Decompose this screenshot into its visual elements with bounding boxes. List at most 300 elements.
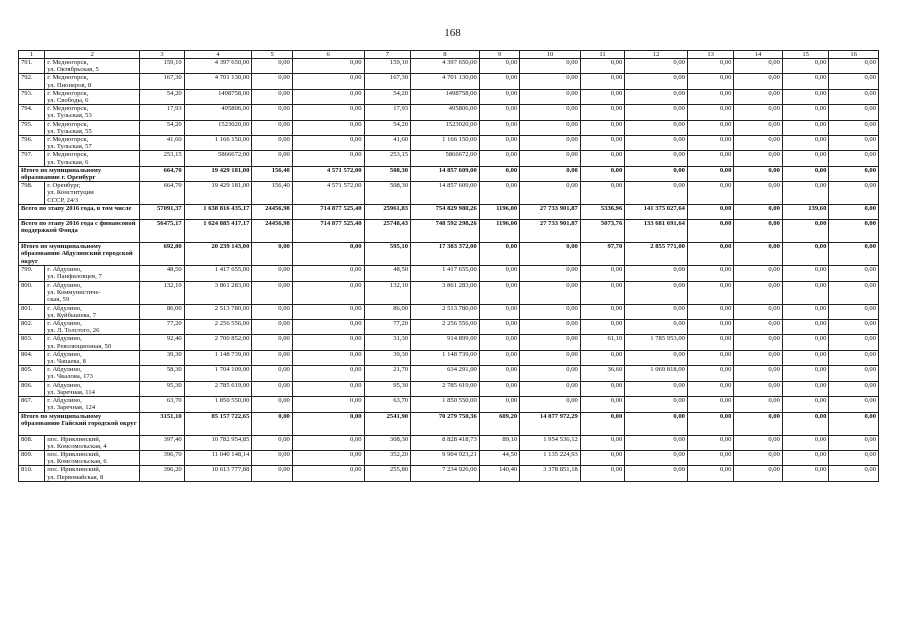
value-cell: 0,00: [292, 350, 364, 365]
value-cell: 0,00: [687, 412, 733, 435]
row-number-cell: 800.: [19, 281, 45, 304]
value-cell: 4 701 130,00: [411, 74, 480, 89]
value-cell: 0,00: [782, 412, 828, 435]
row-number-cell: 803.: [19, 335, 45, 350]
value-cell: 1 148 739,00: [411, 350, 480, 365]
value-cell: 495806,00: [411, 105, 480, 120]
value-cell: 0,00: [782, 397, 828, 412]
value-cell: 1 638 816 435,17: [184, 205, 252, 220]
value-cell: 0,00: [782, 74, 828, 89]
value-cell: 508,30: [364, 166, 410, 181]
column-number-cell: 2: [45, 51, 140, 59]
address-cell: г. Медногорск, ул. Тульская, 57: [45, 136, 140, 151]
table-row: [19, 120, 879, 135]
value-cell: 4 571 572,00: [292, 166, 364, 181]
value-cell: 0,00: [292, 366, 364, 381]
value-cell: 1196,00: [479, 205, 519, 220]
value-cell: 0,00: [782, 335, 828, 350]
column-number-cell: 5: [252, 51, 292, 59]
row-number-cell: 791.: [19, 59, 45, 74]
value-cell: 914 899,00: [411, 335, 480, 350]
value-cell: 0,00: [829, 397, 879, 412]
value-cell: 0,00: [829, 320, 879, 335]
value-cell: 0,00: [734, 74, 783, 89]
value-cell: 141 375 027,64: [625, 205, 688, 220]
table-row: [19, 366, 879, 381]
value-cell: 692,80: [140, 243, 184, 266]
value-cell: 0,00: [734, 304, 783, 319]
value-cell: 0,00: [829, 120, 879, 135]
value-cell: 0,00: [829, 450, 879, 465]
value-cell: 21,70: [364, 366, 410, 381]
value-cell: 1 704 109,00: [184, 366, 252, 381]
value-cell: 0,00: [734, 166, 783, 181]
value-cell: 0,00: [687, 281, 733, 304]
value-cell: 0,00: [292, 59, 364, 74]
row-number-cell: 793.: [19, 89, 45, 104]
value-cell: 0,00: [782, 105, 828, 120]
row-number-cell: 798.: [19, 182, 45, 205]
value-cell: 0,00: [734, 320, 783, 335]
value-cell: 0,00: [829, 136, 879, 151]
table-row: [19, 320, 879, 335]
value-cell: 0,00: [782, 59, 828, 74]
value-cell: 0,00: [580, 89, 624, 104]
value-cell: 17,93: [140, 105, 184, 120]
column-number-cell: 3: [140, 51, 184, 59]
value-cell: 0,00: [782, 243, 828, 266]
value-cell: 0,00: [625, 266, 688, 281]
address-cell: г. Медногорск, ул. Свободы, 6: [45, 89, 140, 104]
table-row: [19, 182, 879, 205]
value-cell: 0,00: [479, 166, 519, 181]
value-cell: 39,30: [140, 350, 184, 365]
value-cell: 0,00: [479, 120, 519, 135]
value-cell: 352,20: [364, 450, 410, 465]
value-cell: 0,00: [625, 304, 688, 319]
total-row: [19, 205, 879, 220]
value-cell: 70 279 750,36: [411, 412, 480, 435]
value-cell: 1 148 739,00: [184, 350, 252, 365]
value-cell: 0,00: [782, 136, 828, 151]
value-cell: 0,00: [829, 105, 879, 120]
value-cell: 0,00: [479, 350, 519, 365]
value-cell: 0,00: [687, 397, 733, 412]
value-cell: 41,60: [140, 136, 184, 151]
value-cell: 0,00: [625, 166, 688, 181]
value-cell: 0,00: [782, 366, 828, 381]
value-cell: 0,00: [292, 466, 364, 481]
table-row: [19, 466, 879, 481]
value-cell: 0,00: [252, 74, 292, 89]
value-cell: 41,60: [364, 136, 410, 151]
value-cell: 159,10: [140, 59, 184, 74]
value-cell: 0,00: [687, 335, 733, 350]
value-cell: 156,40: [252, 166, 292, 181]
value-cell: 95,30: [140, 381, 184, 396]
column-number-cell: 6: [292, 51, 364, 59]
value-cell: 0,00: [687, 151, 733, 166]
value-cell: 1 166 150,00: [411, 136, 480, 151]
value-cell: 1 850 550,00: [184, 397, 252, 412]
value-cell: 0,00: [625, 59, 688, 74]
value-cell: 3 861 283,00: [411, 281, 480, 304]
value-cell: 0,00: [252, 120, 292, 135]
value-cell: 25961,83: [364, 205, 410, 220]
column-number-cell: 7: [364, 51, 410, 59]
value-cell: 0,00: [829, 466, 879, 481]
value-cell: 0,00: [625, 397, 688, 412]
value-cell: 0,00: [687, 450, 733, 465]
row-number-cell: 804.: [19, 350, 45, 365]
value-cell: 0,00: [782, 89, 828, 104]
value-cell: 0,00: [782, 151, 828, 166]
value-cell: 0,00: [479, 59, 519, 74]
value-cell: 4 701 130,00: [184, 74, 252, 89]
value-cell: 0,00: [520, 166, 581, 181]
value-cell: 0,00: [625, 120, 688, 135]
value-cell: 0,00: [687, 435, 733, 450]
column-number-cell: 16: [829, 51, 879, 59]
address-cell: пос. Ириклинский, ул. Первомайская, 8: [45, 466, 140, 481]
address-cell: пос. Ириклинский, ул. Комсомольская, 4: [45, 435, 140, 450]
value-cell: 0,00: [782, 304, 828, 319]
value-cell: 0,00: [479, 320, 519, 335]
value-cell: 0,00: [734, 366, 783, 381]
value-cell: 0,00: [252, 435, 292, 450]
value-cell: 0,00: [625, 105, 688, 120]
row-number-cell: 797.: [19, 151, 45, 166]
column-number-cell: 14: [734, 51, 783, 59]
value-cell: 609,20: [479, 412, 519, 435]
value-cell: 0,00: [292, 120, 364, 135]
value-cell: 0,00: [520, 74, 581, 89]
value-cell: 0,00: [580, 281, 624, 304]
value-cell: 0,00: [520, 243, 581, 266]
row-number-cell: 794.: [19, 105, 45, 120]
value-cell: 253,15: [364, 151, 410, 166]
value-cell: 0,00: [292, 450, 364, 465]
value-cell: 0,00: [292, 335, 364, 350]
value-cell: 159,10: [364, 59, 410, 74]
value-cell: 7 234 926,00: [411, 466, 480, 481]
value-cell: 0,00: [520, 182, 581, 205]
value-cell: 5866672,00: [184, 151, 252, 166]
value-cell: 0,00: [580, 74, 624, 89]
value-cell: 0,00: [829, 59, 879, 74]
row-number-cell: 806.: [19, 381, 45, 396]
value-cell: 0,00: [625, 412, 688, 435]
value-cell: 0,00: [687, 220, 733, 243]
value-cell: 0,00: [734, 281, 783, 304]
value-cell: 11 040 148,14: [184, 450, 252, 465]
value-cell: 39,30: [364, 350, 410, 365]
value-cell: 0,00: [687, 320, 733, 335]
value-cell: 0,00: [734, 397, 783, 412]
table-row: [19, 381, 879, 396]
row-number-cell: 795.: [19, 120, 45, 135]
value-cell: 0,00: [580, 59, 624, 74]
value-cell: 0,00: [520, 335, 581, 350]
value-cell: 0,00: [782, 281, 828, 304]
value-cell: 0,00: [829, 89, 879, 104]
value-cell: 14 857 609,00: [411, 166, 480, 181]
value-cell: 0,00: [479, 74, 519, 89]
value-cell: 0,00: [580, 412, 624, 435]
value-cell: 0,00: [292, 266, 364, 281]
value-cell: 0,00: [479, 381, 519, 396]
column-number-cell: 8: [411, 51, 480, 59]
address-cell: г. Абдулино, ул. Заречная, 114: [45, 381, 140, 396]
value-cell: 0,00: [580, 397, 624, 412]
value-cell: 0,00: [687, 120, 733, 135]
value-cell: 1 166 150,00: [184, 136, 252, 151]
value-cell: 0,00: [687, 166, 733, 181]
value-cell: 0,00: [520, 151, 581, 166]
value-cell: 20 239 143,00: [184, 243, 252, 266]
value-cell: 54,20: [364, 120, 410, 135]
value-cell: 0,00: [687, 182, 733, 205]
address-cell: г. Медногорск, ул. Тульская, 53: [45, 105, 140, 120]
value-cell: 2 256 556,00: [411, 320, 480, 335]
value-cell: 0,00: [520, 320, 581, 335]
value-cell: 4 397 650,00: [411, 59, 480, 74]
value-cell: 0,00: [829, 366, 879, 381]
value-cell: 0,00: [829, 435, 879, 450]
total-label-cell: Всего по этапу 2016 года, в том числе: [19, 205, 140, 220]
value-cell: 0,00: [782, 350, 828, 365]
value-cell: 0,00: [292, 320, 364, 335]
value-cell: 0,00: [292, 412, 364, 435]
value-cell: 36,60: [580, 366, 624, 381]
total-row: [19, 220, 879, 243]
value-cell: 664,70: [140, 166, 184, 181]
value-cell: 0,00: [252, 266, 292, 281]
address-cell: г. Медногорск, ул. Пионеров, 8: [45, 74, 140, 89]
value-cell: 1 624 885 417,17: [184, 220, 252, 243]
value-cell: 0,00: [687, 205, 733, 220]
total-label-cell: Итого по муниципальному образованию Абдулинский городской округ: [19, 243, 140, 266]
value-cell: 56475,17: [140, 220, 184, 243]
value-cell: 0,00: [625, 151, 688, 166]
value-cell: 0,00: [292, 397, 364, 412]
value-cell: 86,00: [364, 304, 410, 319]
table-row: [19, 450, 879, 465]
value-cell: 63,70: [140, 397, 184, 412]
value-cell: 0,00: [829, 281, 879, 304]
value-cell: 0,00: [734, 89, 783, 104]
value-cell: 27 733 901,87: [520, 205, 581, 220]
value-cell: 634 291,00: [411, 366, 480, 381]
value-cell: 495806,00: [184, 105, 252, 120]
column-number-cell: 4: [184, 51, 252, 59]
value-cell: 0,00: [734, 151, 783, 166]
value-cell: 2 513 780,00: [411, 304, 480, 319]
value-cell: 0,00: [782, 266, 828, 281]
address-cell: г. Абдулино, ул. Заречная, 124: [45, 397, 140, 412]
value-cell: 58,30: [140, 366, 184, 381]
address-cell: г. Абдулино, ул. Л. Толстого, 26: [45, 320, 140, 335]
value-cell: 0,00: [625, 74, 688, 89]
value-cell: 0,00: [687, 74, 733, 89]
value-cell: 0,00: [734, 350, 783, 365]
value-cell: 0,00: [580, 182, 624, 205]
table-row: [19, 435, 879, 450]
value-cell: 0,00: [292, 89, 364, 104]
address-cell: г. Абдулино, ул. Революционная, 50: [45, 335, 140, 350]
value-cell: 3 378 851,18: [520, 466, 581, 481]
address-cell: г. Абдулино, ул. Чапаева, 8: [45, 350, 140, 365]
column-number-cell: 13: [687, 51, 733, 59]
address-cell: г. Медногорск, ул. Тульская, 55: [45, 120, 140, 135]
value-cell: 86,00: [140, 304, 184, 319]
value-cell: 2 785 619,00: [184, 381, 252, 396]
value-cell: 2 855 771,00: [625, 243, 688, 266]
address-cell: г. Абдулино, ул. Панфиловцев, 7: [45, 266, 140, 281]
table-row: [19, 105, 879, 120]
value-cell: 48,50: [364, 266, 410, 281]
value-cell: 0,00: [687, 366, 733, 381]
value-cell: 0,00: [580, 304, 624, 319]
value-cell: 0,00: [252, 89, 292, 104]
value-cell: 0,00: [479, 182, 519, 205]
value-cell: 0,00: [625, 381, 688, 396]
value-cell: 0,00: [734, 220, 783, 243]
value-cell: 0,00: [829, 335, 879, 350]
value-cell: 0,00: [734, 412, 783, 435]
value-cell: 0,00: [252, 151, 292, 166]
value-cell: 2 256 556,00: [184, 320, 252, 335]
value-cell: 19 429 181,00: [184, 166, 252, 181]
value-cell: 0,00: [734, 435, 783, 450]
table-row: [19, 151, 879, 166]
value-cell: 0,00: [625, 450, 688, 465]
value-cell: 140,40: [479, 466, 519, 481]
value-cell: 97,70: [580, 243, 624, 266]
value-cell: 0,00: [625, 320, 688, 335]
value-cell: 0,00: [829, 205, 879, 220]
value-cell: 132,10: [364, 281, 410, 304]
value-cell: 0,00: [520, 89, 581, 104]
value-cell: 0,00: [479, 304, 519, 319]
value-cell: 0,00: [520, 350, 581, 365]
value-cell: 0,00: [520, 366, 581, 381]
value-cell: 89,10: [479, 435, 519, 450]
value-cell: 0,00: [520, 59, 581, 74]
value-cell: 0,00: [520, 281, 581, 304]
value-cell: 0,00: [292, 243, 364, 266]
value-cell: 1 954 536,12: [520, 435, 581, 450]
value-cell: 1498758,00: [411, 89, 480, 104]
value-cell: 255,80: [364, 466, 410, 481]
table-row: [19, 136, 879, 151]
value-cell: 0,00: [292, 281, 364, 304]
value-cell: 396,70: [140, 450, 184, 465]
value-cell: 0,00: [829, 381, 879, 396]
value-cell: 0,00: [687, 105, 733, 120]
value-cell: 0,00: [734, 120, 783, 135]
value-cell: 0,00: [580, 350, 624, 365]
table-row: [19, 304, 879, 319]
value-cell: 0,00: [479, 397, 519, 412]
column-number-cell: 10: [520, 51, 581, 59]
value-cell: 0,00: [479, 136, 519, 151]
value-cell: 0,00: [252, 320, 292, 335]
page-number: 168: [444, 27, 461, 39]
value-cell: 0,00: [252, 105, 292, 120]
address-cell: пос. Ириклинский, ул. Комсомольская, 6: [45, 450, 140, 465]
value-cell: 0,00: [687, 59, 733, 74]
column-number-cell: 12: [625, 51, 688, 59]
value-cell: 19 429 181,00: [184, 182, 252, 205]
value-cell: 0,00: [520, 136, 581, 151]
value-cell: 1523020,00: [411, 120, 480, 135]
value-cell: 156,40: [252, 182, 292, 205]
value-cell: 0,00: [479, 105, 519, 120]
value-cell: 0,00: [252, 366, 292, 381]
total-row: [19, 166, 879, 181]
value-cell: 0,00: [734, 243, 783, 266]
value-cell: 508,30: [364, 182, 410, 205]
column-number-cell: 11: [580, 51, 624, 59]
value-cell: 1498758,00: [184, 89, 252, 104]
value-cell: 0,00: [734, 466, 783, 481]
value-cell: 139,60: [782, 205, 828, 220]
row-number-cell: 805.: [19, 366, 45, 381]
value-cell: 0,00: [252, 350, 292, 365]
value-cell: 54,20: [140, 120, 184, 135]
value-cell: 397,40: [140, 435, 184, 450]
value-cell: 77,20: [140, 320, 184, 335]
value-cell: 0,00: [520, 266, 581, 281]
value-cell: 77,20: [364, 320, 410, 335]
value-cell: 0,00: [734, 205, 783, 220]
value-cell: 0,00: [292, 435, 364, 450]
value-cell: 57091,37: [140, 205, 184, 220]
value-cell: 0,00: [479, 243, 519, 266]
value-cell: 63,70: [364, 397, 410, 412]
value-cell: 14 877 972,29: [520, 412, 581, 435]
value-cell: 17 383 372,00: [411, 243, 480, 266]
value-cell: 132,10: [140, 281, 184, 304]
total-row: [19, 243, 879, 266]
value-cell: 2 700 852,00: [184, 335, 252, 350]
value-cell: 0,00: [687, 243, 733, 266]
value-cell: 48,50: [140, 266, 184, 281]
value-cell: 0,00: [580, 466, 624, 481]
value-cell: 8 828 418,73: [411, 435, 480, 450]
value-cell: 0,00: [252, 412, 292, 435]
value-cell: 1 850 550,00: [411, 397, 480, 412]
value-cell: 0,00: [580, 120, 624, 135]
value-cell: 2541,90: [364, 412, 410, 435]
value-cell: 0,00: [734, 105, 783, 120]
value-cell: 754 829 980,26: [411, 205, 480, 220]
value-cell: 0,00: [520, 120, 581, 135]
value-cell: 0,00: [479, 266, 519, 281]
value-cell: 17,93: [364, 105, 410, 120]
value-cell: 0,00: [252, 466, 292, 481]
table-row: [19, 59, 879, 74]
value-cell: 9 904 923,21: [411, 450, 480, 465]
value-cell: 167,30: [364, 74, 410, 89]
value-cell: 0,00: [252, 397, 292, 412]
value-cell: 0,00: [782, 450, 828, 465]
value-cell: 44,50: [479, 450, 519, 465]
value-cell: 0,00: [734, 182, 783, 205]
value-cell: 0,00: [687, 381, 733, 396]
value-cell: 0,00: [625, 435, 688, 450]
